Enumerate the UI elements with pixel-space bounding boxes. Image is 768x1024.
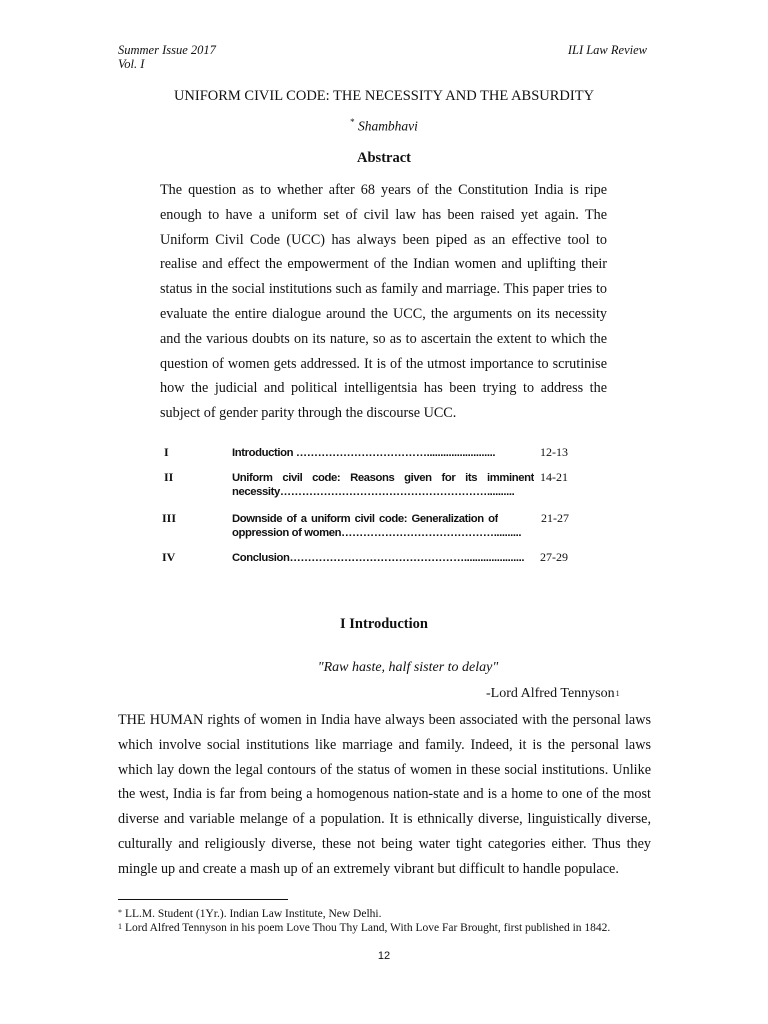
attribution-name: -Lord Alfred Tennyson <box>486 686 615 701</box>
toc-number: I <box>164 445 169 459</box>
footnote <box>118 906 381 921</box>
footnote <box>118 920 610 935</box>
footnote-text: LL.M. Student (1Yr.). Indian Law Institute, New Delhi. <box>125 908 382 920</box>
header-journal: ILI Law Review <box>567 43 647 57</box>
footnote-mark: 1 <box>118 922 122 931</box>
toc-title: Conclusion…………………………………………...................... <box>232 552 525 564</box>
toc-title: Downside of a uniform civil code: Generalization of <box>232 513 498 525</box>
footnote-text: Lord Alfred Tennyson in his poem Love Thou Thy Land, With Love Far Brought, first published in 1842. <box>125 922 611 934</box>
toc-title: Uniform civil code: Reasons given for its imminent <box>232 472 534 484</box>
footnote-mark: * <box>118 908 122 917</box>
toc-pages: 21-27 <box>541 511 569 525</box>
section-heading: I Introduction <box>340 616 428 632</box>
toc-pages: 27-29 <box>540 550 568 564</box>
author <box>0 117 768 135</box>
epigraph-attribution <box>486 686 620 702</box>
paper-title: UNIFORM CIVIL CODE: THE NECESSITY AND THE ABSURDITY <box>173 88 595 104</box>
abstract-heading: Abstract <box>357 150 411 166</box>
header-issue: Summer Issue 2017 <box>118 43 216 57</box>
page-number: 12 <box>377 950 391 962</box>
toc-number: IV <box>162 550 176 564</box>
author-mark: * <box>350 117 355 127</box>
abstract-text: The question as to whether after 68 years of the Constitution India is ripe enough to have a uniform set of civil law has been raised yet again. The Uniform Civil Code (UCC) has always been piped as an effective tool to realise and effect the empowerment of the Indian women and uplifting their status in the social institutions such as family and marriage. This paper tries to evaluate the entire dialogue around the UCC, the arguments on its necessity and the various doubts on its nature, so as to ascertain the extent to which the question of women gets addressed. It is of the utmost importance to scrutinise how the judicial and political intelligentsia has been trying to address the subject of gender parity through the discourse UCC. <box>160 182 607 422</box>
toc-number: III <box>162 511 177 525</box>
header-volume: Vol. I <box>118 57 145 71</box>
epigraph-quote: "Raw haste, half sister to delay" <box>317 660 499 675</box>
toc-pages: 14-21 <box>540 470 568 484</box>
footnote-reference: 1 <box>615 689 620 698</box>
toc-title: Introduction ………………………………......................... <box>232 447 496 459</box>
toc-title-continued: necessity………………………………………………….......... <box>232 486 515 498</box>
footnote-separator <box>118 899 288 900</box>
toc-pages: 12-13 <box>540 445 568 459</box>
author-name: Shambhavi <box>357 118 418 134</box>
toc-title-continued: oppression of women…………………………………….......... <box>232 527 522 539</box>
introduction-text: THE HUMAN rights of women in India have always been associated with the personal laws which involve social institutions like marriage and family. Indeed, it is the personal laws which lay down the legal contours of the status of women in these social institutions. Unlike the west, India is far from being a homogenous nation-state and is a home to one of the most diverse and variable melange of a population. It is ethnically diverse, linguistically diverse, culturally and religiously diverse, these not being water tight categories either. Thus they mingle up and create a mash up of an extremely vibrant but difficult to handle populace. <box>118 712 651 877</box>
toc-number: II <box>164 470 174 484</box>
